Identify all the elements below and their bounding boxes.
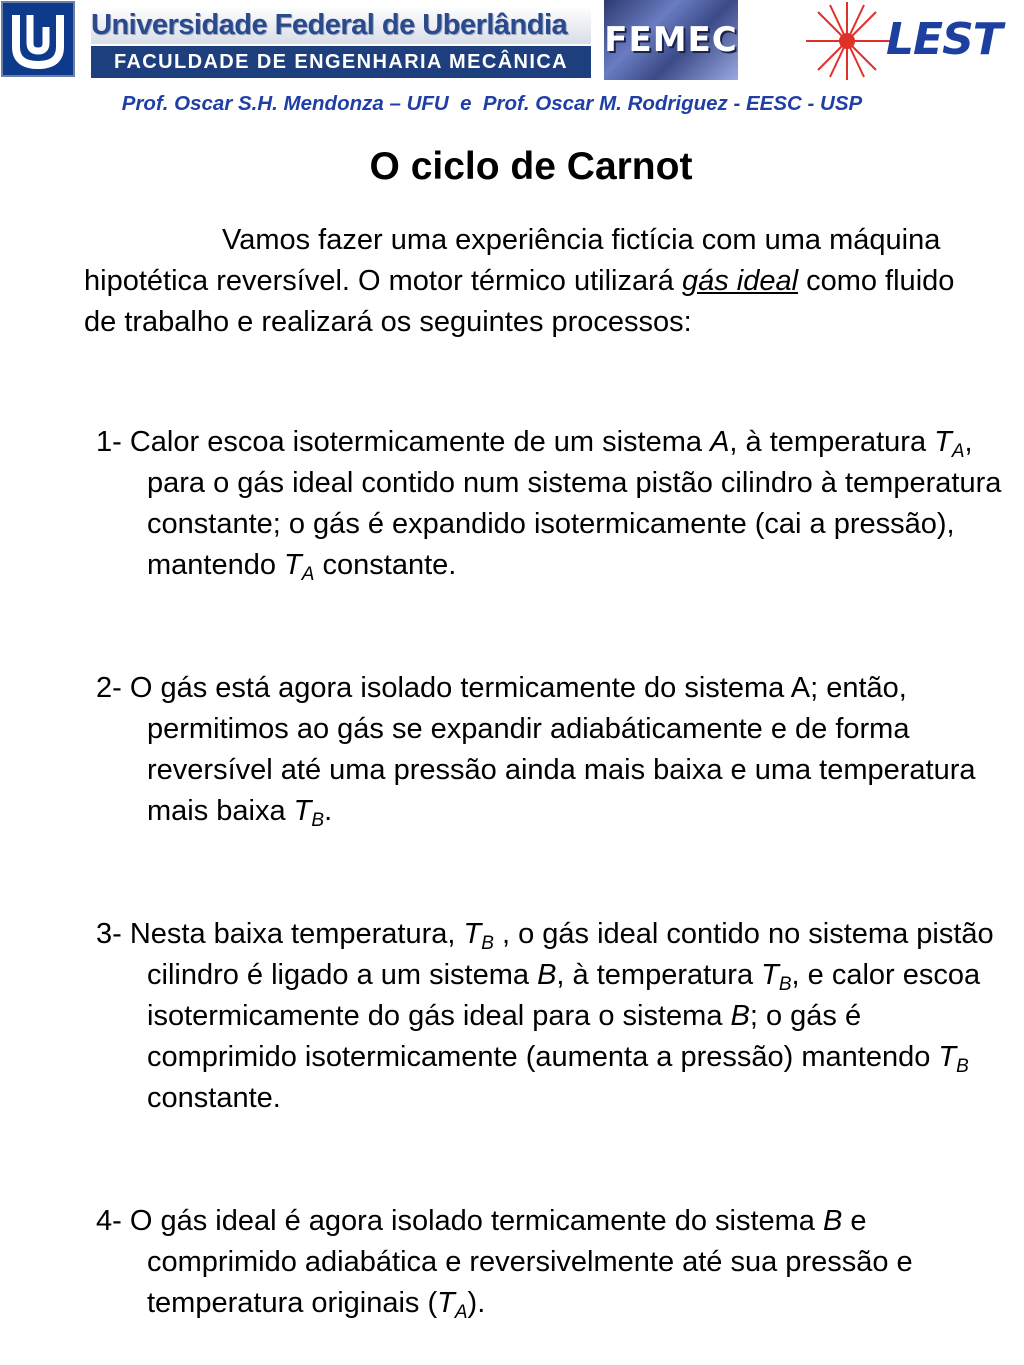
university-banner — [91, 6, 591, 78]
intro-text-1: Vamos fazer uma experiência fictícia com uma máquina hipotética reversível. O motor térmico utilizará — [84, 224, 941, 297]
lest-logo — [802, 0, 1002, 82]
process-item-3: 3- Nesta baixa temperatura, $T_B$ , o gás ideal contido no sistema pistão cilindro é ligado a um sistema B, à temperatura $T_B$, e calor escoa isotermicamente do gás ideal para o sistema B; o gás é comprimido isotermicamente (aumenta a pressão) mantendo $T_B$ constante. — [96, 918, 994, 1114]
lest-logo-text: LEST — [886, 14, 1002, 65]
intro-emphasis: gás ideal — [681, 265, 799, 297]
process-item-2: 2- O gás está agora isolado termicamente do sistema A; então, permitimos ao gás se expandir adiabáticamente e de forma reversível até uma pressão ainda mais baixa e uma temperatura mais baixa $T_B$. — [96, 672, 976, 831]
university-name: Universidade Federal de Uberlândia — [91, 6, 591, 44]
ufu-logo — [1, 1, 75, 77]
femec-logo: FEMEC — [604, 0, 738, 80]
ufu-emblem-icon — [3, 3, 73, 75]
process-item-4: 4- O gás ideal é agora isolado termicamente do sistema B e comprimido adiabática e reversivelmente até sua pressão e temperatura originais $(T_A)$. — [96, 1205, 913, 1323]
page-title: O ciclo de Carnot — [369, 145, 693, 188]
process-item-1: 1- Calor escoa isotermicamente de um sistema A, à temperatura $T_A$, para o gás ideal contido num sistema pistão cilindro à temperatura constante; o gás é expandido isotermicamente (cai a pressão), mantendo $T_A$ constante. — [96, 426, 1002, 585]
intro-text-2: como fluido de trabalho e realizará os seguintes processos: — [84, 265, 955, 338]
laser-burst-icon — [802, 0, 892, 82]
authors-line: Prof. Oscar S.H. Mendonza – UFU e Prof. Oscar M. Rodriguez - EESC - USP — [121, 92, 863, 115]
faculty-name: FACULDADE DE ENGENHARIA MECÂNICA — [91, 46, 591, 78]
intro-paragraph — [84, 220, 964, 343]
